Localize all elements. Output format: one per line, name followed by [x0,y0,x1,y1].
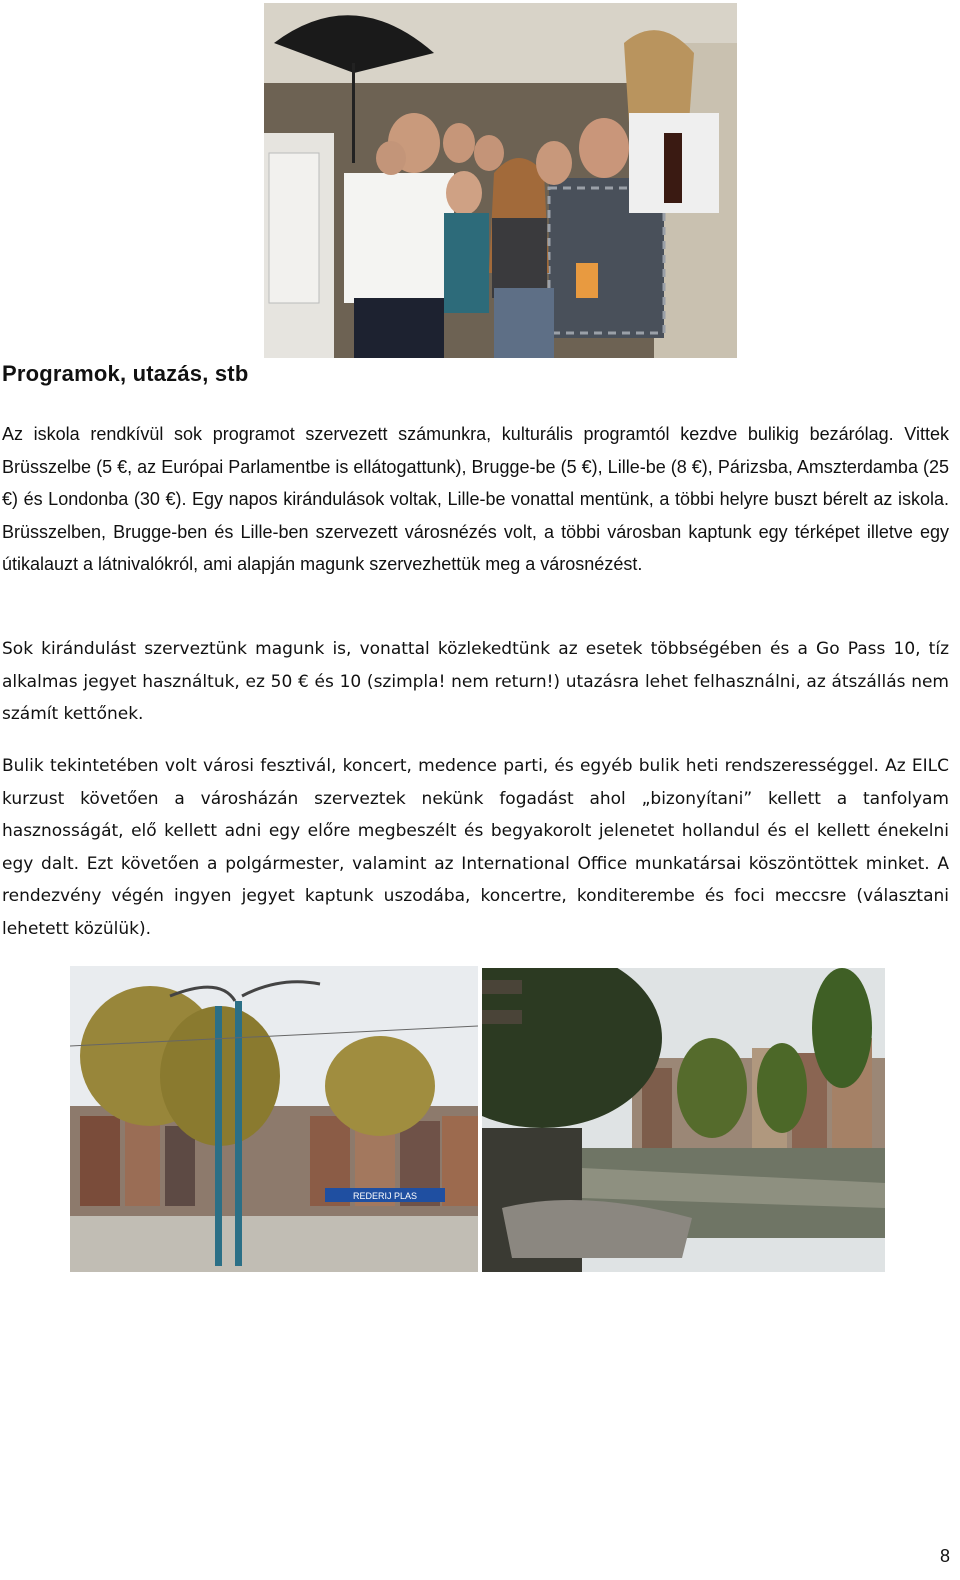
paragraph-parties: Bulik tekintetében volt városi fesztivál, koncert, medence parti, és egyéb bulik heti rendszerességgel. Az EILC kurzust követően a városházán szerveztek nekünk fogadást ahol „bizonyítani” kellett a tanfolyam hasznosságát, elő kellett adni egy előre megbeszélt és begyakorolt jelenetet hollandul és el kellett énekelni egy dalt. Ezt követően a polgármester, valamint az International Office munkatársai köszöntöttek minket. A rendezvény végén ingyen jegyet kaptunk uszodába, koncertre, konditerembe és foci meccsre (választani lehetett közülük). [2,756,949,939]
city-square-photo [70,966,478,1272]
party-photo [264,3,737,358]
paragraph-programs: Az iskola rendkívül sok programot szervezett számunkra, kulturális programtól kezdve bulikig bezárólag. Vittek Brüsszelbe (5 €, az Európai Parlamentbe is ellátogattunk), Brugge-be (5 €), Lille-be (8 €), Párizsba, Amszterdamba (25 €) és Londonba (30 €). Egy napos kirándulások voltak, Lille-be vonattal mentünk, a többi helyre buszt bérelt az iskola. Brüsszelben, Brugge-ben és Lille-ben szervezett városnézés volt, a többi városban kaptunk egy térképet illetve egy útikalauzt a látnivalókról, ami alapján magunk szervezhettük meg a városnézést. [2,424,949,574]
paragraph-trips: Sok kirándulást szerveztünk magunk is, vonattal közlekedtünk az esetek többségében és a Go Pass 10, tíz alkalmas jegyet használtuk, ez 50 € és 10 (szimpla! nem return!) utazásra lehet felhasználni, az átszállás nem számít kettőnek. [2,639,949,724]
canal-photo [482,968,885,1272]
section-heading: Programok, utazás, stb [2,361,249,386]
page-number: 8 [939,1546,950,1566]
rederij-sign-text: REDERIJ PLAS [352,1191,418,1201]
